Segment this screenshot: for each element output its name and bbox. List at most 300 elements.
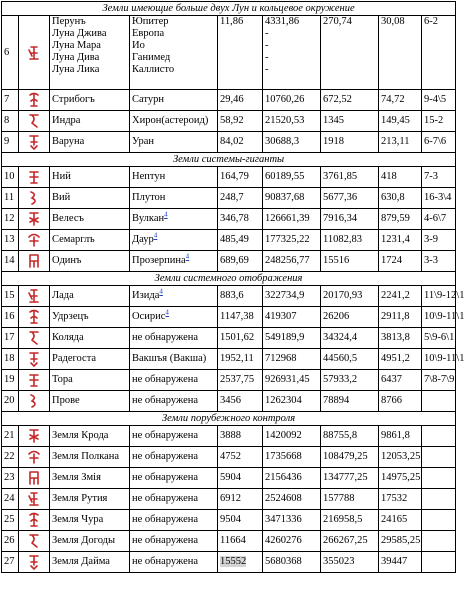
value-cell-3: 134777,25 <box>321 468 379 489</box>
value-1: 1147,38 <box>220 311 254 322</box>
row-number: 6 <box>2 16 19 90</box>
earth-name: Земля Крода <box>50 426 130 447</box>
value-cell-5: 9-4\5 <box>422 90 456 111</box>
row-number: 18 <box>2 349 19 370</box>
earth-name: Радегоста <box>50 349 130 370</box>
table-row <box>2 391 456 412</box>
value-cell-5: 4-6\7 <box>422 209 456 230</box>
row-number: 17 <box>2 328 19 349</box>
radegost-symbol-icon <box>27 350 41 368</box>
value-cell-3: 108479,25 <box>321 447 379 468</box>
value-cell-5: 3-9 <box>422 230 456 251</box>
value-cell-1 <box>218 286 263 307</box>
planet-name-text: Прозерпина <box>132 255 186 266</box>
value-1: 11664 <box>220 535 246 546</box>
value-cell-3: 1345 <box>321 111 379 132</box>
symbol-cell <box>19 286 50 307</box>
value-cell-3: 20170,93 <box>321 286 379 307</box>
value-1: 1501,62 <box>220 332 255 343</box>
value-cell-4: 879,59 <box>379 209 422 230</box>
planet-name-text: не обнаружена <box>132 332 199 343</box>
earth-name: Ний <box>50 167 130 188</box>
value-cell-1 <box>218 251 263 272</box>
symbol-cell <box>19 391 50 412</box>
row-number: 14 <box>2 251 19 272</box>
planet-name-text: Сатурн <box>132 94 164 105</box>
value-1: 58,92 <box>220 115 244 126</box>
dayma-symbol-icon <box>27 553 41 571</box>
footnote-link[interactable]: 4 <box>185 252 190 261</box>
moon-name: Луна Джива <box>52 28 107 39</box>
value-2: 5680368 <box>265 556 302 567</box>
value-2: 90837,68 <box>265 192 305 203</box>
kolyada-symbol-icon <box>27 329 41 347</box>
value-1: 3888 <box>220 430 241 441</box>
planet-name <box>130 328 218 349</box>
table-row <box>2 167 456 188</box>
row-number: 12 <box>2 209 19 230</box>
symbol-cell <box>19 426 50 447</box>
value-1: 248,7 <box>220 192 244 203</box>
value-cell-3: 1918 <box>321 132 379 153</box>
planet-name-text: не обнаружена <box>132 472 199 483</box>
planet-name-text: Нептун <box>132 171 166 182</box>
value-2: 549189,9 <box>265 332 305 343</box>
planet-name <box>130 370 218 391</box>
section-header-row <box>2 412 456 426</box>
row-number: 9 <box>2 132 19 153</box>
value-1: 4752 <box>220 451 241 462</box>
value-2: 2156436 <box>265 472 302 483</box>
value-cell-3: 15516 <box>321 251 379 272</box>
value-cell-3: 78894 <box>321 391 379 412</box>
symbol-cell <box>19 349 50 370</box>
value-cell-4: 149,45 <box>379 111 422 132</box>
value-cell-5 <box>422 531 456 552</box>
value-cell-1 <box>218 468 263 489</box>
value-1: 1952,11 <box>220 353 254 364</box>
section-title: Земли системы-гиганты <box>2 153 456 167</box>
value-cell-5 <box>422 426 456 447</box>
planet-name-text: не обнаружена <box>132 374 199 385</box>
value-cell-2 <box>263 531 321 552</box>
planet-name-text: не обнаружена <box>132 451 199 462</box>
value-2: 3471336 <box>265 514 302 525</box>
value-cell-1 <box>218 489 263 510</box>
planet-name <box>130 111 218 132</box>
planet-name-text: не обнаружена <box>132 535 199 546</box>
value-cell-4: 8766 <box>379 391 422 412</box>
table-row <box>2 230 456 251</box>
value-cell-1 <box>218 188 263 209</box>
value-cell-2 <box>263 489 321 510</box>
row-number: 16 <box>2 307 19 328</box>
value-cell-5 <box>422 468 456 489</box>
table-row <box>2 447 456 468</box>
planet-name <box>130 510 218 531</box>
row-number: 21 <box>2 426 19 447</box>
value-cell-5: 3-3 <box>422 251 456 272</box>
value-cell-4: 2241,2 <box>379 286 422 307</box>
table-row <box>2 307 456 328</box>
planet-name-text: Вулкан <box>132 213 165 224</box>
earth-name <box>50 16 130 90</box>
value-cell-4: 2911,8 <box>379 307 422 328</box>
value-cell-1 <box>218 307 263 328</box>
value-cell-4: 4951,2 <box>379 349 422 370</box>
lada-symbol-icon <box>27 287 41 305</box>
table-row <box>2 111 456 132</box>
value-2: 2524608 <box>265 493 302 504</box>
table-row <box>2 132 456 153</box>
value-cell-1 <box>218 447 263 468</box>
value-cell-2 <box>263 286 321 307</box>
value-cell-2 <box>263 188 321 209</box>
value-cell-2 <box>263 510 321 531</box>
earth-name: Земля Догоды <box>50 531 130 552</box>
table-row <box>2 468 456 489</box>
value-cell-2 <box>263 230 321 251</box>
table-row <box>2 90 456 111</box>
udrzets-symbol-icon <box>27 308 41 326</box>
value-cell-3: 34324,4 <box>321 328 379 349</box>
semargl-symbol-icon <box>27 231 41 249</box>
planet-name <box>130 307 218 328</box>
value-2: 419307 <box>265 311 297 322</box>
footnote-link[interactable]: 4 <box>153 231 158 240</box>
value-2: 712968 <box>265 353 297 364</box>
value-cell-2 <box>263 328 321 349</box>
earth-name: Стрибогъ <box>50 90 130 111</box>
table-row <box>2 209 456 230</box>
dogody-symbol-icon <box>27 532 41 550</box>
section-title: Земли порубежного контроля <box>2 412 456 426</box>
value-1: 9504 <box>220 514 241 525</box>
veles-symbol-icon <box>27 210 41 228</box>
value-cell-2 <box>263 209 321 230</box>
value-cell-5: 6-7\6 <box>422 132 456 153</box>
value-cell-3: 88755,8 <box>321 426 379 447</box>
planet-name-text: Хирон(астероид) <box>132 115 209 126</box>
value-1: 11,86 <box>220 16 244 27</box>
value-1: 883,6 <box>220 290 244 301</box>
dash-mark: - <box>265 64 269 75</box>
planet-name-text: Даур <box>132 234 154 245</box>
section-header-row <box>2 272 456 286</box>
earth-name: Семарглъ <box>50 230 130 251</box>
value-2: 4331,86 <box>265 16 300 27</box>
value-cell-4: 418 <box>379 167 422 188</box>
value-2: 4260276 <box>265 535 302 546</box>
value-1: 3456 <box>220 395 241 406</box>
planet-name <box>130 90 218 111</box>
value-2: 60189,55 <box>265 171 305 182</box>
row-number: 10 <box>2 167 19 188</box>
value-1: 2537,75 <box>220 374 255 385</box>
value-cell-4: 6437 <box>379 370 422 391</box>
symbol-cell <box>19 531 50 552</box>
row-number: 7 <box>2 90 19 111</box>
symbol-cell <box>19 510 50 531</box>
earth-name: Удрзецъ <box>50 307 130 328</box>
row-number: 19 <box>2 370 19 391</box>
value-1: 485,49 <box>220 234 249 245</box>
value-cell-5: 10\9-11\1 <box>422 349 456 370</box>
value-cell-1 <box>218 132 263 153</box>
row-number: 26 <box>2 531 19 552</box>
planet-name-text: не обнаружена <box>132 493 199 504</box>
value-cell-3: 672,52 <box>321 90 379 111</box>
symbol-cell <box>19 552 50 573</box>
earth-name: Земля Рутия <box>50 489 130 510</box>
table-row <box>2 251 456 272</box>
row-number: 27 <box>2 552 19 573</box>
polkana-symbol-icon <box>27 448 41 466</box>
value-2: 322734,9 <box>265 290 305 301</box>
value-cell-4: 630,8 <box>379 188 422 209</box>
earth-name: Земля Змія <box>50 468 130 489</box>
value-2: 10760,26 <box>265 94 305 105</box>
table-row <box>2 552 456 573</box>
value-cell-5 <box>422 510 456 531</box>
footnote-link[interactable]: 4 <box>165 308 169 317</box>
value-cell-4: 24165 <box>379 510 422 531</box>
symbol-cell <box>19 111 50 132</box>
planet-name <box>130 468 218 489</box>
value-cell-2 <box>263 167 321 188</box>
value-cell-4: 213,11 <box>379 132 422 153</box>
varuna-symbol-icon <box>27 133 41 151</box>
planet-name <box>130 188 218 209</box>
planet-moon-name: Европа <box>132 28 165 39</box>
planet-moon-name: Ио <box>132 40 145 51</box>
row-number: 24 <box>2 489 19 510</box>
symbol-cell <box>19 188 50 209</box>
value-cell-2 <box>263 391 321 412</box>
value-cell-1 <box>218 370 263 391</box>
value-2: 126661,39 <box>265 213 310 224</box>
value-cell-3: 3761,85 <box>321 167 379 188</box>
value-2: 926931,45 <box>265 374 310 385</box>
value-cell-1 <box>218 90 263 111</box>
value-cell-4: 74,72 <box>379 90 422 111</box>
value-cell-1 <box>218 167 263 188</box>
earth-name: Индра <box>50 111 130 132</box>
earth-name: Велесъ <box>50 209 130 230</box>
planet-moon-name: Каллисто <box>132 64 175 75</box>
value-cell-5 <box>422 552 456 573</box>
section-title: Земли имеющие больше двух Лун и кольцевое окружение <box>2 2 456 16</box>
value-cell-5 <box>422 447 456 468</box>
stribog-symbol-icon <box>27 91 41 109</box>
rutiya-symbol-icon <box>27 490 41 508</box>
planet-name <box>130 209 218 230</box>
value-cell-5 <box>422 391 456 412</box>
dash-mark: - <box>265 52 269 63</box>
row-number: 13 <box>2 230 19 251</box>
value-1: 689,69 <box>220 255 249 266</box>
indra-symbol-icon <box>27 112 41 130</box>
row-number: 22 <box>2 447 19 468</box>
prove-symbol-icon <box>27 392 41 410</box>
value-cell-2 <box>263 16 321 90</box>
symbol-cell <box>19 230 50 251</box>
perun-symbol-icon <box>27 44 41 62</box>
odin-symbol-icon <box>27 252 41 270</box>
value-cell-1 <box>218 209 263 230</box>
value-cell-3: 26206 <box>321 307 379 328</box>
value-cell-4: 30,08 <box>379 16 422 90</box>
planet-name <box>130 426 218 447</box>
value-2: 1735668 <box>265 451 302 462</box>
value-cell-4: 1724 <box>379 251 422 272</box>
value-cell-2 <box>263 447 321 468</box>
earth-name: Прове <box>50 391 130 412</box>
dash-mark: - <box>265 40 269 51</box>
symbol-cell <box>19 251 50 272</box>
earth-name: Тора <box>50 370 130 391</box>
value-cell-5 <box>422 489 456 510</box>
value-cell-5: 7-3 <box>422 167 456 188</box>
planet-name-text: Изида <box>132 290 160 301</box>
symbol-cell <box>19 132 50 153</box>
value-cell-2 <box>263 132 321 153</box>
symbol-cell <box>19 90 50 111</box>
value-cell-5: 15-2 <box>422 111 456 132</box>
symbol-cell <box>19 167 50 188</box>
footnote-link[interactable]: 4 <box>159 287 163 296</box>
value-cell-5: 7\8-7\9 <box>422 370 456 391</box>
row-number: 8 <box>2 111 19 132</box>
moon-name: Луна Дива <box>52 52 100 63</box>
planet-name-text: не обнаружена <box>132 430 199 441</box>
earth-name: Земля Чура <box>50 510 130 531</box>
value-cell-2 <box>263 426 321 447</box>
value-cell-1 <box>218 328 263 349</box>
value-cell-4: 29585,25 <box>379 531 422 552</box>
symbol-cell <box>19 447 50 468</box>
table-row <box>2 531 456 552</box>
value-cell-3: 57933,2 <box>321 370 379 391</box>
symbol-cell <box>19 328 50 349</box>
planet-name <box>130 552 218 573</box>
value-2: 1420092 <box>265 430 302 441</box>
planet-name-text: Осирис <box>132 311 166 322</box>
value-2: 21520,53 <box>265 115 305 126</box>
moon-name: Луна Мара <box>52 40 101 51</box>
section-header-row <box>2 153 456 167</box>
symbol-cell <box>19 489 50 510</box>
value-cell-2 <box>263 251 321 272</box>
value-cell-4: 39447 <box>379 552 422 573</box>
zmiya-symbol-icon <box>27 469 41 487</box>
planet-name <box>130 132 218 153</box>
kroda-symbol-icon <box>27 427 41 445</box>
section-title: Земли системного отображения <box>2 272 456 286</box>
niy-symbol-icon <box>27 168 41 186</box>
value-cell-4: 3813,8 <box>379 328 422 349</box>
symbol-cell <box>19 370 50 391</box>
table-row <box>2 489 456 510</box>
value-cell-4: 12053,25 <box>379 447 422 468</box>
table-row <box>2 286 456 307</box>
moon-name: Луна Лика <box>52 64 100 75</box>
table-row <box>2 349 456 370</box>
table-row <box>2 328 456 349</box>
value-cell-4: 14975,25 <box>379 468 422 489</box>
tora-symbol-icon <box>27 371 41 389</box>
footnote-link[interactable]: 4 <box>164 210 168 219</box>
value-cell-1 <box>218 16 263 90</box>
section-header-row <box>2 2 456 16</box>
value-cell-5: 10\9-11\1 <box>422 307 456 328</box>
planet-name-text: Юпитер <box>132 16 169 27</box>
planets-table <box>1 1 464 573</box>
value-1: 164,79 <box>220 171 249 182</box>
symbol-cell <box>19 209 50 230</box>
planet-name-text: Плутон <box>132 192 166 203</box>
value-1: 29,46 <box>220 94 244 105</box>
planet-name <box>130 16 218 90</box>
table-row <box>2 16 456 90</box>
planet-name <box>130 167 218 188</box>
value-cell-2 <box>263 370 321 391</box>
table-row <box>2 426 456 447</box>
value-cell-5: 16-3\4 <box>422 188 456 209</box>
planet-name-text: не обнаружена <box>132 514 199 525</box>
value-cell-5: 6-2 <box>422 16 456 90</box>
planet-name <box>130 286 218 307</box>
dash-mark: - <box>265 28 269 39</box>
value-2: 248256,77 <box>265 255 310 266</box>
value-cell-5: 11\9-12\1 <box>422 286 456 307</box>
value-cell-3: 270,74 <box>321 16 379 90</box>
planet-name <box>130 251 218 272</box>
value-cell-2 <box>263 111 321 132</box>
earth-name: Одинъ <box>50 251 130 272</box>
value-cell-1 <box>218 531 263 552</box>
planet-name-text: не обнаружена <box>132 395 199 406</box>
value-cell-5: 5\9-6\1 <box>422 328 456 349</box>
value-cell-2 <box>263 90 321 111</box>
value-1: 346,78 <box>220 213 249 224</box>
value-1: 6912 <box>220 493 241 504</box>
value-cell-1 <box>218 230 263 251</box>
value-1: 5904 <box>220 472 241 483</box>
value-cell-3: 44560,5 <box>321 349 379 370</box>
value-cell-3: 216958,5 <box>321 510 379 531</box>
planet-name-text: Уран <box>132 136 155 147</box>
value-cell-3: 355023 <box>321 552 379 573</box>
row-number: 11 <box>2 188 19 209</box>
value-cell-3: 5677,36 <box>321 188 379 209</box>
table-row <box>2 510 456 531</box>
earth-name: Земля Дайма <box>50 552 130 573</box>
chura-symbol-icon <box>27 511 41 529</box>
value-cell-3: 11082,83 <box>321 230 379 251</box>
value-cell-4: 17532 <box>379 489 422 510</box>
value-cell-2 <box>263 468 321 489</box>
row-number: 25 <box>2 510 19 531</box>
symbol-cell <box>19 307 50 328</box>
earth-name: Колядa <box>50 328 130 349</box>
earth-name: Земля Полкана <box>50 447 130 468</box>
value-cell-1 <box>218 552 263 573</box>
symbol-cell <box>19 468 50 489</box>
value-2: 30688,3 <box>265 136 300 147</box>
planet-name <box>130 489 218 510</box>
value-cell-1 <box>218 111 263 132</box>
